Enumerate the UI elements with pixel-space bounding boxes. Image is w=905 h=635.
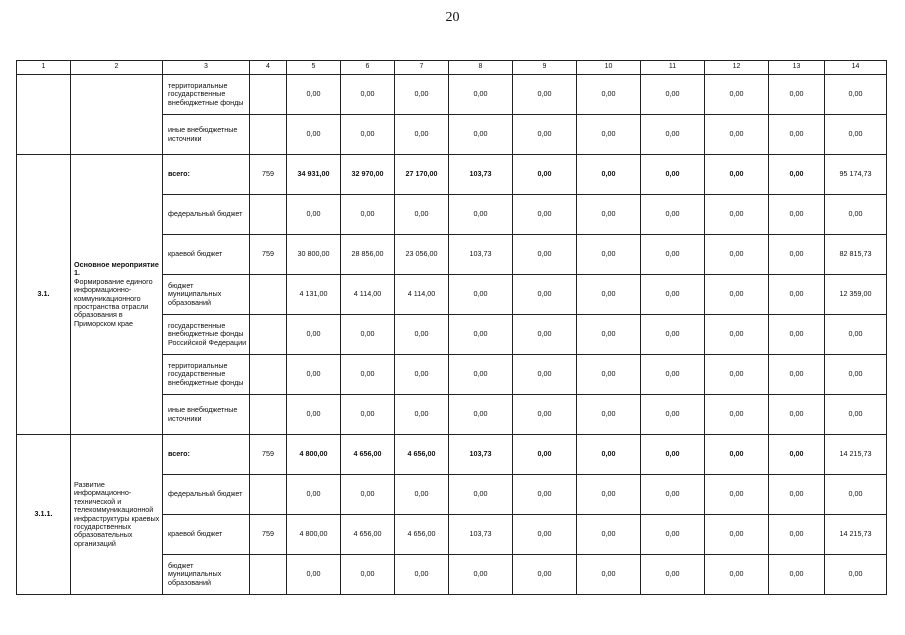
- page-number: 20: [445, 10, 460, 25]
- column-header: 10: [577, 61, 641, 75]
- value-cell: 0,00: [641, 355, 705, 395]
- value-cell: 14 215,73: [825, 435, 887, 475]
- funding-source: иные внебюджетные источники: [163, 395, 250, 435]
- funding-source: бюджет муниципальных образований: [163, 555, 250, 595]
- value-cell: 0,00: [287, 195, 341, 235]
- value-cell: 0,00: [641, 515, 705, 555]
- value-cell: 0,00: [341, 395, 395, 435]
- value-cell: 0,00: [449, 275, 513, 315]
- value-cell: 0,00: [513, 435, 577, 475]
- value-cell: 0,00: [287, 395, 341, 435]
- value-cell: 0,00: [513, 155, 577, 195]
- value-cell: 0,00: [577, 555, 641, 595]
- value-cell: 0,00: [641, 435, 705, 475]
- value-cell: 0,00: [641, 475, 705, 515]
- budget-table: [16, 60, 887, 595]
- value-cell: 0,00: [513, 475, 577, 515]
- value-cell: 4 656,00: [395, 515, 449, 555]
- value-cell: 0,00: [705, 555, 769, 595]
- table-row: [17, 435, 887, 475]
- funding-source: бюджет муниципальных образований: [163, 275, 250, 315]
- table-body: [17, 61, 887, 595]
- value-cell: 0,00: [287, 355, 341, 395]
- value-cell: 32 970,00: [341, 155, 395, 195]
- value-cell: 0,00: [341, 115, 395, 155]
- value-cell: 0,00: [449, 75, 513, 115]
- value-cell: 4 800,00: [287, 435, 341, 475]
- value-cell: 0,00: [641, 235, 705, 275]
- value-cell: 0,00: [577, 475, 641, 515]
- value-cell: 0,00: [449, 315, 513, 355]
- value-cell: 4 114,00: [341, 275, 395, 315]
- value-cell: 0,00: [825, 395, 887, 435]
- grbs-code: 759: [250, 515, 287, 555]
- value-cell: 14 215,73: [825, 515, 887, 555]
- column-header: 2: [71, 61, 163, 75]
- measure-name: [71, 155, 163, 435]
- value-cell: 0,00: [825, 315, 887, 355]
- measure-description: Формирование единого информационно-коммуникационного пространства отрасли образования в Приморском крае: [74, 276, 153, 328]
- value-cell: 0,00: [577, 195, 641, 235]
- value-cell: 0,00: [769, 435, 825, 475]
- value-cell: 28 856,00: [341, 235, 395, 275]
- value-cell: 0,00: [769, 155, 825, 195]
- measure-name: [71, 75, 163, 155]
- value-cell: 0,00: [769, 475, 825, 515]
- value-cell: 0,00: [577, 315, 641, 355]
- column-header: 5: [287, 61, 341, 75]
- value-cell: 0,00: [341, 475, 395, 515]
- grbs-code: [250, 75, 287, 115]
- column-header: 1: [17, 61, 71, 75]
- value-cell: 30 800,00: [287, 235, 341, 275]
- value-cell: 0,00: [513, 75, 577, 115]
- column-header: 14: [825, 61, 887, 75]
- grbs-code: [250, 555, 287, 595]
- value-cell: 0,00: [825, 75, 887, 115]
- value-cell: 4 656,00: [395, 435, 449, 475]
- value-cell: 0,00: [395, 315, 449, 355]
- grbs-code: [250, 115, 287, 155]
- value-cell: 0,00: [577, 155, 641, 195]
- funding-source: всего:: [163, 155, 250, 195]
- column-header: 3: [163, 61, 250, 75]
- grbs-code: [250, 395, 287, 435]
- column-header: 7: [395, 61, 449, 75]
- value-cell: 103,73: [449, 515, 513, 555]
- value-cell: 0,00: [769, 555, 825, 595]
- value-cell: 0,00: [705, 475, 769, 515]
- value-cell: 0,00: [769, 275, 825, 315]
- value-cell: 0,00: [395, 395, 449, 435]
- value-cell: 0,00: [395, 75, 449, 115]
- value-cell: 0,00: [705, 155, 769, 195]
- value-cell: 0,00: [449, 195, 513, 235]
- value-cell: 0,00: [641, 195, 705, 235]
- measure-name: [71, 435, 163, 595]
- value-cell: 0,00: [769, 115, 825, 155]
- value-cell: 0,00: [641, 395, 705, 435]
- value-cell: 0,00: [705, 315, 769, 355]
- value-cell: 0,00: [395, 475, 449, 515]
- value-cell: 0,00: [769, 355, 825, 395]
- value-cell: 0,00: [825, 355, 887, 395]
- column-header: 13: [769, 61, 825, 75]
- value-cell: 0,00: [449, 555, 513, 595]
- value-cell: 0,00: [513, 275, 577, 315]
- grbs-code: [250, 275, 287, 315]
- funding-source: территориальные государственные внебюджетные фонды: [163, 355, 250, 395]
- value-cell: 0,00: [641, 275, 705, 315]
- table-row: [17, 75, 887, 115]
- value-cell: 82 815,73: [825, 235, 887, 275]
- value-cell: 0,00: [449, 475, 513, 515]
- row-code: 3.1.1.: [17, 435, 71, 595]
- value-cell: 4 656,00: [341, 515, 395, 555]
- funding-source: федеральный бюджет: [163, 475, 250, 515]
- grbs-code: [250, 195, 287, 235]
- value-cell: 0,00: [341, 355, 395, 395]
- column-header: 11: [641, 61, 705, 75]
- value-cell: 0,00: [705, 395, 769, 435]
- value-cell: 0,00: [513, 315, 577, 355]
- funding-source: государственные внебюджетные фонды Российской Федерации: [163, 315, 250, 355]
- value-cell: 0,00: [825, 555, 887, 595]
- funding-source: краевой бюджет: [163, 515, 250, 555]
- value-cell: 0,00: [577, 115, 641, 155]
- value-cell: 0,00: [705, 435, 769, 475]
- value-cell: 0,00: [395, 115, 449, 155]
- column-header-row: [17, 61, 887, 75]
- funding-source: иные внебюджетные источники: [163, 115, 250, 155]
- value-cell: 0,00: [825, 475, 887, 515]
- value-cell: 103,73: [449, 435, 513, 475]
- column-header: 12: [705, 61, 769, 75]
- value-cell: 0,00: [577, 355, 641, 395]
- value-cell: 0,00: [395, 355, 449, 395]
- funding-source: федеральный бюджет: [163, 195, 250, 235]
- value-cell: 4 800,00: [287, 515, 341, 555]
- value-cell: 0,00: [769, 315, 825, 355]
- value-cell: 0,00: [341, 195, 395, 235]
- value-cell: 103,73: [449, 155, 513, 195]
- funding-source: всего:: [163, 435, 250, 475]
- value-cell: 0,00: [395, 555, 449, 595]
- measure-description: Развитие информационно-технической и телекоммуникационной инфраструктуры краевых государственных образовательных организаций: [74, 479, 160, 548]
- value-cell: 0,00: [577, 75, 641, 115]
- value-cell: 0,00: [287, 555, 341, 595]
- measure-title: Основное мероприятие 1.: [74, 259, 159, 278]
- value-cell: 0,00: [287, 475, 341, 515]
- value-cell: 0,00: [577, 515, 641, 555]
- grbs-code: [250, 355, 287, 395]
- value-cell: 0,00: [577, 395, 641, 435]
- column-header: 8: [449, 61, 513, 75]
- column-header: 4: [250, 61, 287, 75]
- value-cell: 0,00: [577, 275, 641, 315]
- value-cell: 4 131,00: [287, 275, 341, 315]
- column-header: 6: [341, 61, 395, 75]
- value-cell: 95 174,73: [825, 155, 887, 195]
- value-cell: 0,00: [769, 195, 825, 235]
- value-cell: 0,00: [769, 235, 825, 275]
- value-cell: 0,00: [341, 315, 395, 355]
- value-cell: 0,00: [287, 75, 341, 115]
- value-cell: 0,00: [577, 235, 641, 275]
- value-cell: 0,00: [705, 115, 769, 155]
- value-cell: 0,00: [513, 235, 577, 275]
- value-cell: 0,00: [449, 355, 513, 395]
- grbs-code: [250, 315, 287, 355]
- table-row: [17, 155, 887, 195]
- value-cell: 0,00: [705, 75, 769, 115]
- value-cell: 0,00: [705, 515, 769, 555]
- value-cell: 0,00: [513, 395, 577, 435]
- funding-source: территориальные государственные внебюджетные фонды: [163, 75, 250, 115]
- value-cell: 0,00: [769, 515, 825, 555]
- grbs-code: [250, 475, 287, 515]
- value-cell: 4 656,00: [341, 435, 395, 475]
- value-cell: 0,00: [641, 555, 705, 595]
- value-cell: 0,00: [341, 555, 395, 595]
- value-cell: 12 359,00: [825, 275, 887, 315]
- value-cell: 34 931,00: [287, 155, 341, 195]
- value-cell: 0,00: [641, 315, 705, 355]
- value-cell: 0,00: [287, 315, 341, 355]
- row-code: [17, 75, 71, 155]
- value-cell: 23 056,00: [395, 235, 449, 275]
- value-cell: 0,00: [513, 515, 577, 555]
- value-cell: 0,00: [769, 395, 825, 435]
- value-cell: 0,00: [449, 395, 513, 435]
- value-cell: 0,00: [513, 355, 577, 395]
- value-cell: 0,00: [641, 155, 705, 195]
- value-cell: 0,00: [513, 555, 577, 595]
- funding-source: краевой бюджет: [163, 235, 250, 275]
- value-cell: 4 114,00: [395, 275, 449, 315]
- value-cell: 27 170,00: [395, 155, 449, 195]
- value-cell: 0,00: [705, 275, 769, 315]
- value-cell: 0,00: [513, 195, 577, 235]
- value-cell: 0,00: [641, 115, 705, 155]
- value-cell: 0,00: [287, 115, 341, 155]
- row-code: 3.1.: [17, 155, 71, 435]
- value-cell: 0,00: [395, 195, 449, 235]
- value-cell: 0,00: [705, 195, 769, 235]
- grbs-code: 759: [250, 155, 287, 195]
- value-cell: 0,00: [513, 115, 577, 155]
- value-cell: 103,73: [449, 235, 513, 275]
- value-cell: 0,00: [449, 115, 513, 155]
- value-cell: 0,00: [825, 115, 887, 155]
- grbs-code: 759: [250, 235, 287, 275]
- column-header: 9: [513, 61, 577, 75]
- grbs-code: 759: [250, 435, 287, 475]
- value-cell: 0,00: [705, 235, 769, 275]
- value-cell: 0,00: [825, 195, 887, 235]
- value-cell: 0,00: [641, 75, 705, 115]
- value-cell: 0,00: [577, 435, 641, 475]
- value-cell: 0,00: [769, 75, 825, 115]
- value-cell: 0,00: [341, 75, 395, 115]
- value-cell: 0,00: [705, 355, 769, 395]
